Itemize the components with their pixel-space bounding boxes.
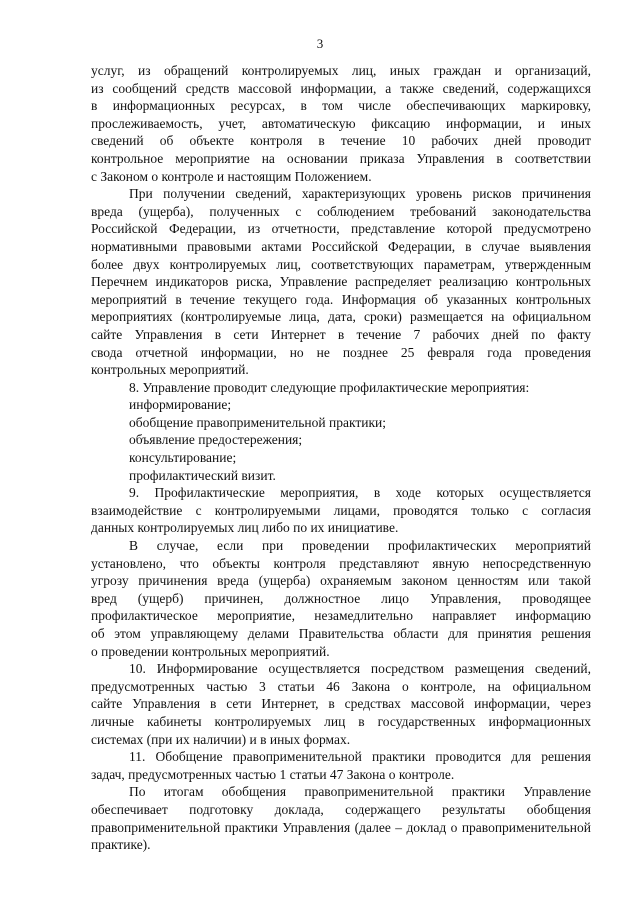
text-line: задач, предусмотренных частью 1 статьи 47 Закона о контроле. [91, 766, 455, 782]
text-line: установлено, что объекты контроля представляют явную непосредственную [91, 555, 591, 571]
text-line: консультирование; [129, 450, 237, 466]
text-line: 11. Обобщение правоприменительной практики проводится для решения [129, 749, 591, 765]
text-line: профилактический визит. [129, 467, 276, 483]
text-line: сведений об объекте контроля в течение 10 рабочих дней проводит [91, 133, 591, 149]
text-line: практике). [91, 837, 151, 853]
text-line: обобщение правоприменительной практики; [129, 414, 386, 430]
paragraph [91, 62, 591, 185]
text-line: В случае, если при проведении профилактических мероприятий [129, 538, 591, 554]
text-line: 10. Информирование осуществляется посредством размещения сведений, [129, 661, 591, 677]
text-line: об этом управляющему делами Правительства области для принятия решения [91, 626, 591, 641]
text-line: объявление предостережения; [129, 432, 303, 448]
text-line: взаимодействие с контролируемыми лицами, проводятся только с согласия [91, 502, 591, 518]
text-line: свода отчетной информации, но не позднее 25 февраля года проведения [91, 344, 591, 360]
document-body [91, 62, 591, 854]
text-line: 9. Профилактические мероприятия, в ходе которых осуществляется [129, 485, 591, 501]
text-line: мероприятий в течение текущего года. Информация об указанных контрольных [91, 291, 591, 307]
text-line: информирование; [129, 397, 232, 413]
paragraph [91, 185, 591, 379]
paragraph [91, 431, 591, 449]
text-line: вреда (ущерба), полученных с соблюдением требований законодательства [91, 203, 591, 219]
paragraph [91, 414, 591, 432]
paragraph [91, 660, 591, 748]
text-line: 8. Управление проводит следующие профилактические мероприятия: [129, 379, 530, 395]
text-line: профилактическое мероприятие, незамедлительно направляет информацию [91, 608, 591, 624]
text-line: сайте Управления в сети Интернет, в средствах массовой информации, через [91, 696, 591, 712]
text-line: вред (ущерб) причинен, должностное лицо Управления, проводящее [91, 590, 591, 606]
text-line: данных контролируемых лиц либо по их инициативе. [91, 520, 399, 536]
text-line: услуг, из обращений контролируемых лиц, иных граждан и организаций, [91, 63, 591, 78]
paragraph [91, 449, 591, 467]
paragraph [91, 748, 591, 783]
text-line: с Законом о контроле и настоящим Положением. [91, 168, 372, 184]
page-number: 3 [316, 36, 324, 51]
text-line: предусмотренных частью 3 статьи 46 Закона о контроле, на официальном [91, 678, 591, 694]
text-line: правоприменительной практики Управления (далее – доклад о правоприменительной [91, 819, 591, 835]
paragraph [91, 783, 591, 853]
text-line: прослеживаемость, учет, автоматическую фиксацию информации, и иных [91, 115, 591, 131]
paragraph [91, 396, 591, 414]
text-line: контрольное мероприятие на основании приказа Управления в соответствии [91, 150, 591, 166]
text-line: Перечнем индикаторов риска, Управление распределяет реализацию контрольных [91, 274, 591, 290]
paragraph [91, 467, 591, 485]
text-line: из сообщений средств массовой информации, а также сведений, содержащихся [91, 80, 591, 96]
text-line: контрольных мероприятий. [91, 362, 249, 378]
text-line: При получении сведений, характеризующих уровень рисков причинения [129, 186, 591, 202]
text-line: нормативными правовыми актами Российской Федерации, в случае выявления [91, 238, 591, 254]
text-line: обеспечивает подготовку доклада, содержащего результаты обобщения [91, 801, 591, 817]
text-line: угрозу причинения вреда (ущерба) охраняемым законом ценностям или такой [91, 573, 591, 589]
paragraph [91, 484, 591, 537]
text-line: о проведении контрольных мероприятий. [91, 643, 330, 659]
text-line: мероприятиях (контролируемые лица, дата, сроки) размещается на официальном [91, 309, 591, 325]
paragraph [91, 379, 591, 397]
text-line: в информационных ресурсах, в том числе обеспечивающих маркировку, [91, 98, 591, 114]
text-line: более двух контролируемых лиц, соответствующих параметрам, утвержденным [91, 256, 591, 272]
text-line: личные кабинеты контролируемых лиц в государственных информационных [91, 713, 591, 729]
text-line: системах (при их наличии) и в иных формах. [91, 731, 351, 747]
text-line: сайте Управления в сети Интернет в течение 7 рабочих дней по факту [91, 326, 591, 342]
text-line: По итогам обобщения правоприменительной практики Управление [129, 784, 591, 800]
paragraph [91, 537, 591, 660]
text-line: Российской Федерации, из отчетности, представление которой предусмотрено [91, 221, 591, 237]
